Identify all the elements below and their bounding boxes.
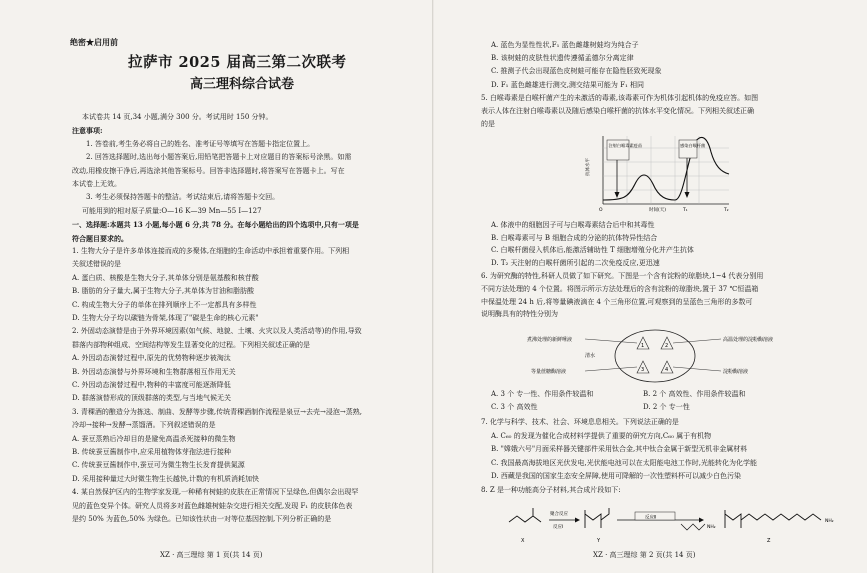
leader-1 <box>585 339 637 343</box>
monomer-x <box>509 508 541 522</box>
left-lines-line: 冷却→接种→发酵→蒸馏酒。下列叙述错误的是 <box>72 421 216 430</box>
step-reaction-2: 反应Ⅱ <box>645 515 657 521</box>
left-lines-line: 本试卷共 14 页,34 小题,满分 300 分。考试用时 150 分钟。 <box>82 113 273 121</box>
confidential-label: 绝密★启用前 <box>70 37 118 47</box>
chart-ylabel: 抗体水平 <box>586 158 591 176</box>
arrowhead-1 <box>575 518 580 523</box>
vaccine-label: 注射白喉毒素疫苗 <box>608 143 643 148</box>
pos-2: 2 <box>665 343 669 349</box>
pos-3: 3 <box>641 367 645 373</box>
label-water: 清水 <box>585 353 596 359</box>
label-y: Y <box>597 538 601 544</box>
pos-1: 1 <box>641 343 645 349</box>
left-lines-line: 见的蓝色变异个体。研究人员将多对蓝色雌雄树蛙杂交进行相关交配,发现 F₁ 的皮肤体色表 <box>72 501 353 510</box>
left-lines-line: 注意事项: <box>72 126 103 136</box>
q7-lines-line: 7. 化学与科学、技术、社会、环境息息相关。下列说法正确的是 <box>481 418 679 426</box>
q6-option: B. 2 个 高效性、作用条件较温和 <box>643 390 746 398</box>
left-lines-line: B. 外因动态演替与外界环境和生物群落相互作用无关 <box>72 367 236 376</box>
page-2 <box>433 0 867 573</box>
step-reaction-1: 反应Ⅰ <box>553 525 564 530</box>
left-lines-line: A. 外因动态演替过程中,原先的优势物种逐步被淘汰 <box>72 354 231 363</box>
label-x: X <box>521 538 525 544</box>
left-lines-line: C. 构成生物大分子的单体在排列顺序上不一定都具有多样性 <box>72 300 257 309</box>
q6-lines-line: 说明酶具有的特性分别为 <box>481 310 558 319</box>
amine-group: NH₂ <box>707 525 716 530</box>
label-boiled-saliva: 煮沸处理的新鲜唾液 <box>527 337 573 343</box>
q7-lines-line: A. C₆₀ 的发现为催化合成材料学提供了重要的研究方向,C₆₀ 属于有机物 <box>491 431 712 440</box>
enzyme-diagram <box>525 327 785 385</box>
chart-xlabel: 时间(天) <box>649 208 667 213</box>
right-lines-top-line: B. 该树蛙的皮肤性状遗传遵循孟德尔分离定律 <box>491 54 634 63</box>
q7-lines-line: 8. Z 是一种功能高分子材料,其合成片段如下: <box>481 486 621 494</box>
step-polymerization: 聚合反应 <box>550 512 568 517</box>
leader-3 <box>585 367 637 371</box>
left-lines-line: A. 蛋白质、核酸是生物大分子,其单体分别是氨基酸和核苷酸 <box>72 273 259 282</box>
leader-2 <box>673 339 721 343</box>
chart-t2: T₂ <box>724 208 729 213</box>
right-lines-top-line: A. 蓝色为显性性状,F₁ 蓝色雌雄树蛙均为纯合子 <box>491 41 639 49</box>
right-lines-mid-line: B. 白喉毒素可与 B 细胞合成的分泌的抗体特异性结合 <box>491 233 658 242</box>
left-lines-line: 可能用到的相对原子质量:O—16 K—39 Mn—55 I—127 <box>82 206 262 215</box>
right-lines-top-line: C. 推测子代会出现蓝色皮树蛙可能存在隐性胚致死现象 <box>491 67 662 76</box>
left-lines-line: 3. 考生必须保持答题卡的整洁。考试结束后,请将答题卡交回。 <box>86 193 280 202</box>
antibody-chart <box>583 132 733 214</box>
q7-lines-line: D. 西藏是我国的国家生态安全屏障,使用可降解的一次性塑料杯可以减少白色污染 <box>491 472 742 481</box>
polymer-z <box>725 510 821 528</box>
left-lines-line: B. 脂肪的分子量大,属于生物大分子,其单体为甘油和脂肪酸 <box>72 287 255 296</box>
left-lines-line: 符合题目要求的。 <box>72 233 128 243</box>
exam-title: 拉萨市 2025 届高三第二次联考 <box>128 54 347 71</box>
right-lines-mid-line: D. T₂ 天注射的白喉杆菌所引起的二次免疫反应,更迅速 <box>491 258 660 267</box>
left-lines-line: C. 传统蚕豆酱制作中,蚕豆可为微生物生长发育提供氮源 <box>72 461 245 470</box>
left-lines-line: 1. 生物大分子是许多单体连接而成的多聚体,在细胞的生命活动中承担着重要作用。下列相 <box>72 247 350 255</box>
infection-label: 感染白喉杆菌 <box>680 143 706 148</box>
left-lines-line: A. 蚕豆蒸熟后冷却目的是避免高温杀死接种的微生物 <box>72 434 236 443</box>
right-lines-top-line: 表示人体在注射白喉毒素以及随后感染白喉杆菌的抗体水平变化情况。下列相关叙述正确 <box>481 107 754 115</box>
right-lines-top-line: 的是 <box>481 120 495 129</box>
amine-chain <box>681 524 705 530</box>
left-lines-line: 是约 50% 为蓝色,50% 为绿色。已知该性状由一对等位基因控制,下列分析正确的是 <box>72 515 332 523</box>
right-lines-top-line: D. F₁ 蓝色雌雄进行测交,测交结果可能为 F₁ 相同 <box>491 80 645 89</box>
label-sucrase: 等量蔗糖酶溶液 <box>531 369 567 375</box>
left-lines-line: D. 采用接种量过大时微生物生长越快,计数的有机质消耗加快 <box>72 474 260 483</box>
q7-lines-line: C. 我国最高海拔地区光伏发电,光伏能电池可以在太阳能电池工作时,光能转化为化学能 <box>491 458 758 467</box>
left-lines-line: 1. 答卷前,考生务必将自己的姓名、准考证号等填写在答题卡指定位置上。 <box>86 139 315 148</box>
q6-option: A. 3 个 专一性、作用条件较温和 <box>491 390 594 398</box>
synthesis-scheme <box>505 500 861 548</box>
left-lines-line: 关叙述错误的是 <box>72 260 121 269</box>
left-lines-line: D. 群落演替形成的顶级群落的类型,与当地气候无关 <box>72 394 232 403</box>
label-heated-amylase: 高温处理的淀粉酶溶液 <box>723 337 774 343</box>
leader-4 <box>673 367 721 371</box>
left-lines-line: 3. 青稞酒的酿造分为拣选、制曲、发酵等步骤,传统青稞酒制作流程是泉豆→去壳→浸泡→蒸熟, <box>72 407 362 416</box>
right-lines-mid-line: A. 体液中的细胞因子可与白喉毒素结合后中和其毒性 <box>491 221 655 229</box>
page-2-footer: XZ · 高三理综 第 2 页(共 14 页) <box>593 551 696 559</box>
left-lines-line: 一、选择题:本题共 13 小题,每小题 6 分,共 78 分。在每小题给出的四个选项中,只有一项是 <box>72 220 359 230</box>
q6-option: C. 3 个 高效性 <box>491 403 538 411</box>
arrowhead-2 <box>699 518 704 523</box>
page-1 <box>0 0 433 573</box>
left-lines-line: B. 传统蚕豆酱制作中,应采用植物体芽孢法进行接种 <box>72 448 231 456</box>
chart-t1: T₁ <box>683 208 688 213</box>
exam-subtitle: 高三理科综合试卷 <box>190 77 295 92</box>
q6-lines-line: 6. 为研究酶的特性,科研人员做了如下研究。下图是一个含有淀粉的琼脂块,1~4 代表分别用 <box>481 272 764 280</box>
label-z: Z <box>767 538 771 544</box>
left-lines-line: 2. 回答选择题时,选出每小题答案后,用铅笔把答题卡上对应题目的答案标号涂黑。如需 <box>86 153 352 162</box>
label-amylase: 淀粉酶溶液 <box>723 369 749 375</box>
vaccine-arrowhead <box>615 192 620 198</box>
left-lines-line: 4. 某自然保护区内的生物学家发现,一种稀有树蛙的皮肤在正常情况下呈绿色,但偶尔会出现罕 <box>72 488 359 497</box>
left-lines-line: D. 生物大分子均以碳链为骨架,体现了"碳是生命的核心元素" <box>72 314 259 322</box>
z-amine-group: NH₂ <box>825 519 834 524</box>
chart-origin: O <box>599 208 603 213</box>
left-lines-line: 改动,用橡皮擦干净后,再选涂其他答案标号。回答非选择题时,将答案写在答题卡上。写在 <box>72 166 345 175</box>
q6-lines-line: 不同方法处理的 4 个位置。将图示所示方法处理后的含有淀粉的琼脂块,置于 37 ℃恒温箱 <box>481 284 759 293</box>
left-lines-line: C. 外因动态演替过程中,物种的丰富度可能逐渐降低 <box>72 381 231 389</box>
right-lines-mid-line: C. 白喉杆菌侵入机体后,能激活辅助性 T 细胞增殖分化并产生抗体 <box>491 246 694 255</box>
q6-lines-line: 中保温处理 24 h 后,将等量碘液滴在 4 个三角形位置,可观察到的呈蓝色三角形的多数可 <box>481 297 753 306</box>
q7-lines-line: B. "嫦娥六号"月面采样器关键部件采用钛合金,其中钛合金属于新型无机非金属材料 <box>491 445 748 454</box>
page-1-footer: XZ · 高三理综 第 1 页(共 14 页) <box>160 551 263 559</box>
infection-arrowhead <box>685 192 690 198</box>
starch-agar-block <box>615 330 695 382</box>
pos-4: 4 <box>665 367 669 373</box>
polymer-y <box>585 508 609 528</box>
left-lines-line: 本试卷上无效。 <box>72 180 121 188</box>
q6-option: D. 2 个 专一性 <box>643 403 690 411</box>
right-lines-top-line: 5. 白喉毒素是白喉杆菌产生的未激活的毒素,该毒素可作为机体引起机体的免疫应答。如图 <box>481 93 759 102</box>
left-lines-line: 2. 外固动态演替是由于外界环境因素(如气候、地貌、土壤、火灾以及人类活动等)的作用,导致 <box>72 327 362 336</box>
left-lines-line: 群落内部物种组成、空间结构等发生显著变化的过程。下列相关叙述正确的是 <box>72 340 310 349</box>
